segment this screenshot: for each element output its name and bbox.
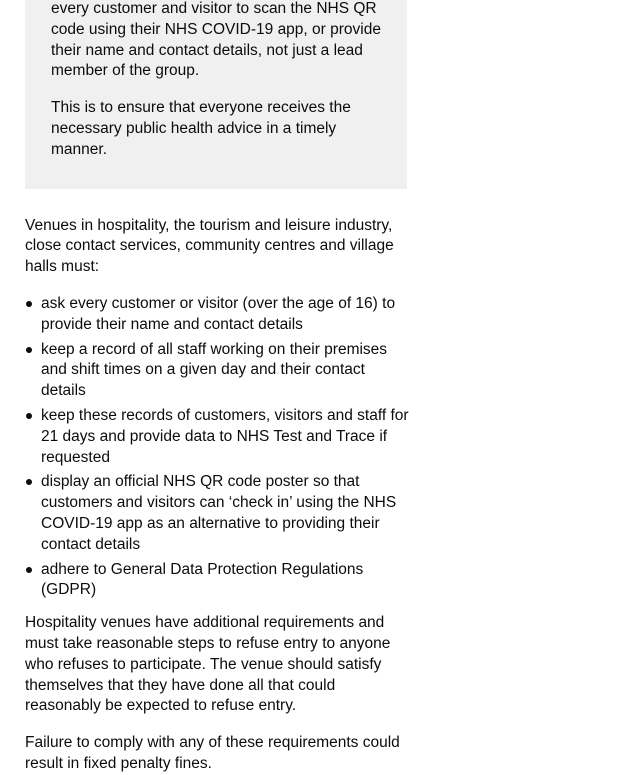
inset-paragraph-advice: This is to ensure that everyone receives the necessary public health advice in a timely manner. [51, 99, 351, 158]
list-item: adhere to General Data Protection Regulations (GDPR) [25, 560, 410, 602]
list-item: keep a record of all staff working on their premises and shift times on a given day and their contact details [25, 340, 410, 402]
list-item: keep these records of customers, visitors and staff for 21 days and provide data to NHS Test and Trace if requested [25, 406, 410, 468]
hospitality-paragraph: Hospitality venues have additional requirements and must take reasonable steps to refuse entry to anyone who refuses to participate. The venue should satisfy themselves that they have done all that could reasonably be expected to refuse entry. [25, 614, 391, 715]
page-content [25, 0, 410, 775]
inset-paragraph-qr: every customer and visitor to scan the NHS QR code using their NHS COVID-19 app, or provide their name and contact details, not just a lead member of the group. [51, 0, 381, 80]
list-item: ask every customer or visitor (over the age of 16) to provide their name and contact details [25, 294, 410, 336]
intro-paragraph: Venues in hospitality, the tourism and leisure industry, close contact services, community centres and village halls must: [25, 216, 394, 276]
inset-text-box [25, 0, 407, 189]
list-item: display an official NHS QR code poster so that customers and visitors can ‘check in’ using the NHS COVID-19 app as an alternative to providing their contact details [25, 472, 410, 555]
failure-paragraph: Failure to comply with any of these requirements could result in fixed penalty fines. [25, 734, 400, 772]
requirements-list [25, 294, 410, 601]
